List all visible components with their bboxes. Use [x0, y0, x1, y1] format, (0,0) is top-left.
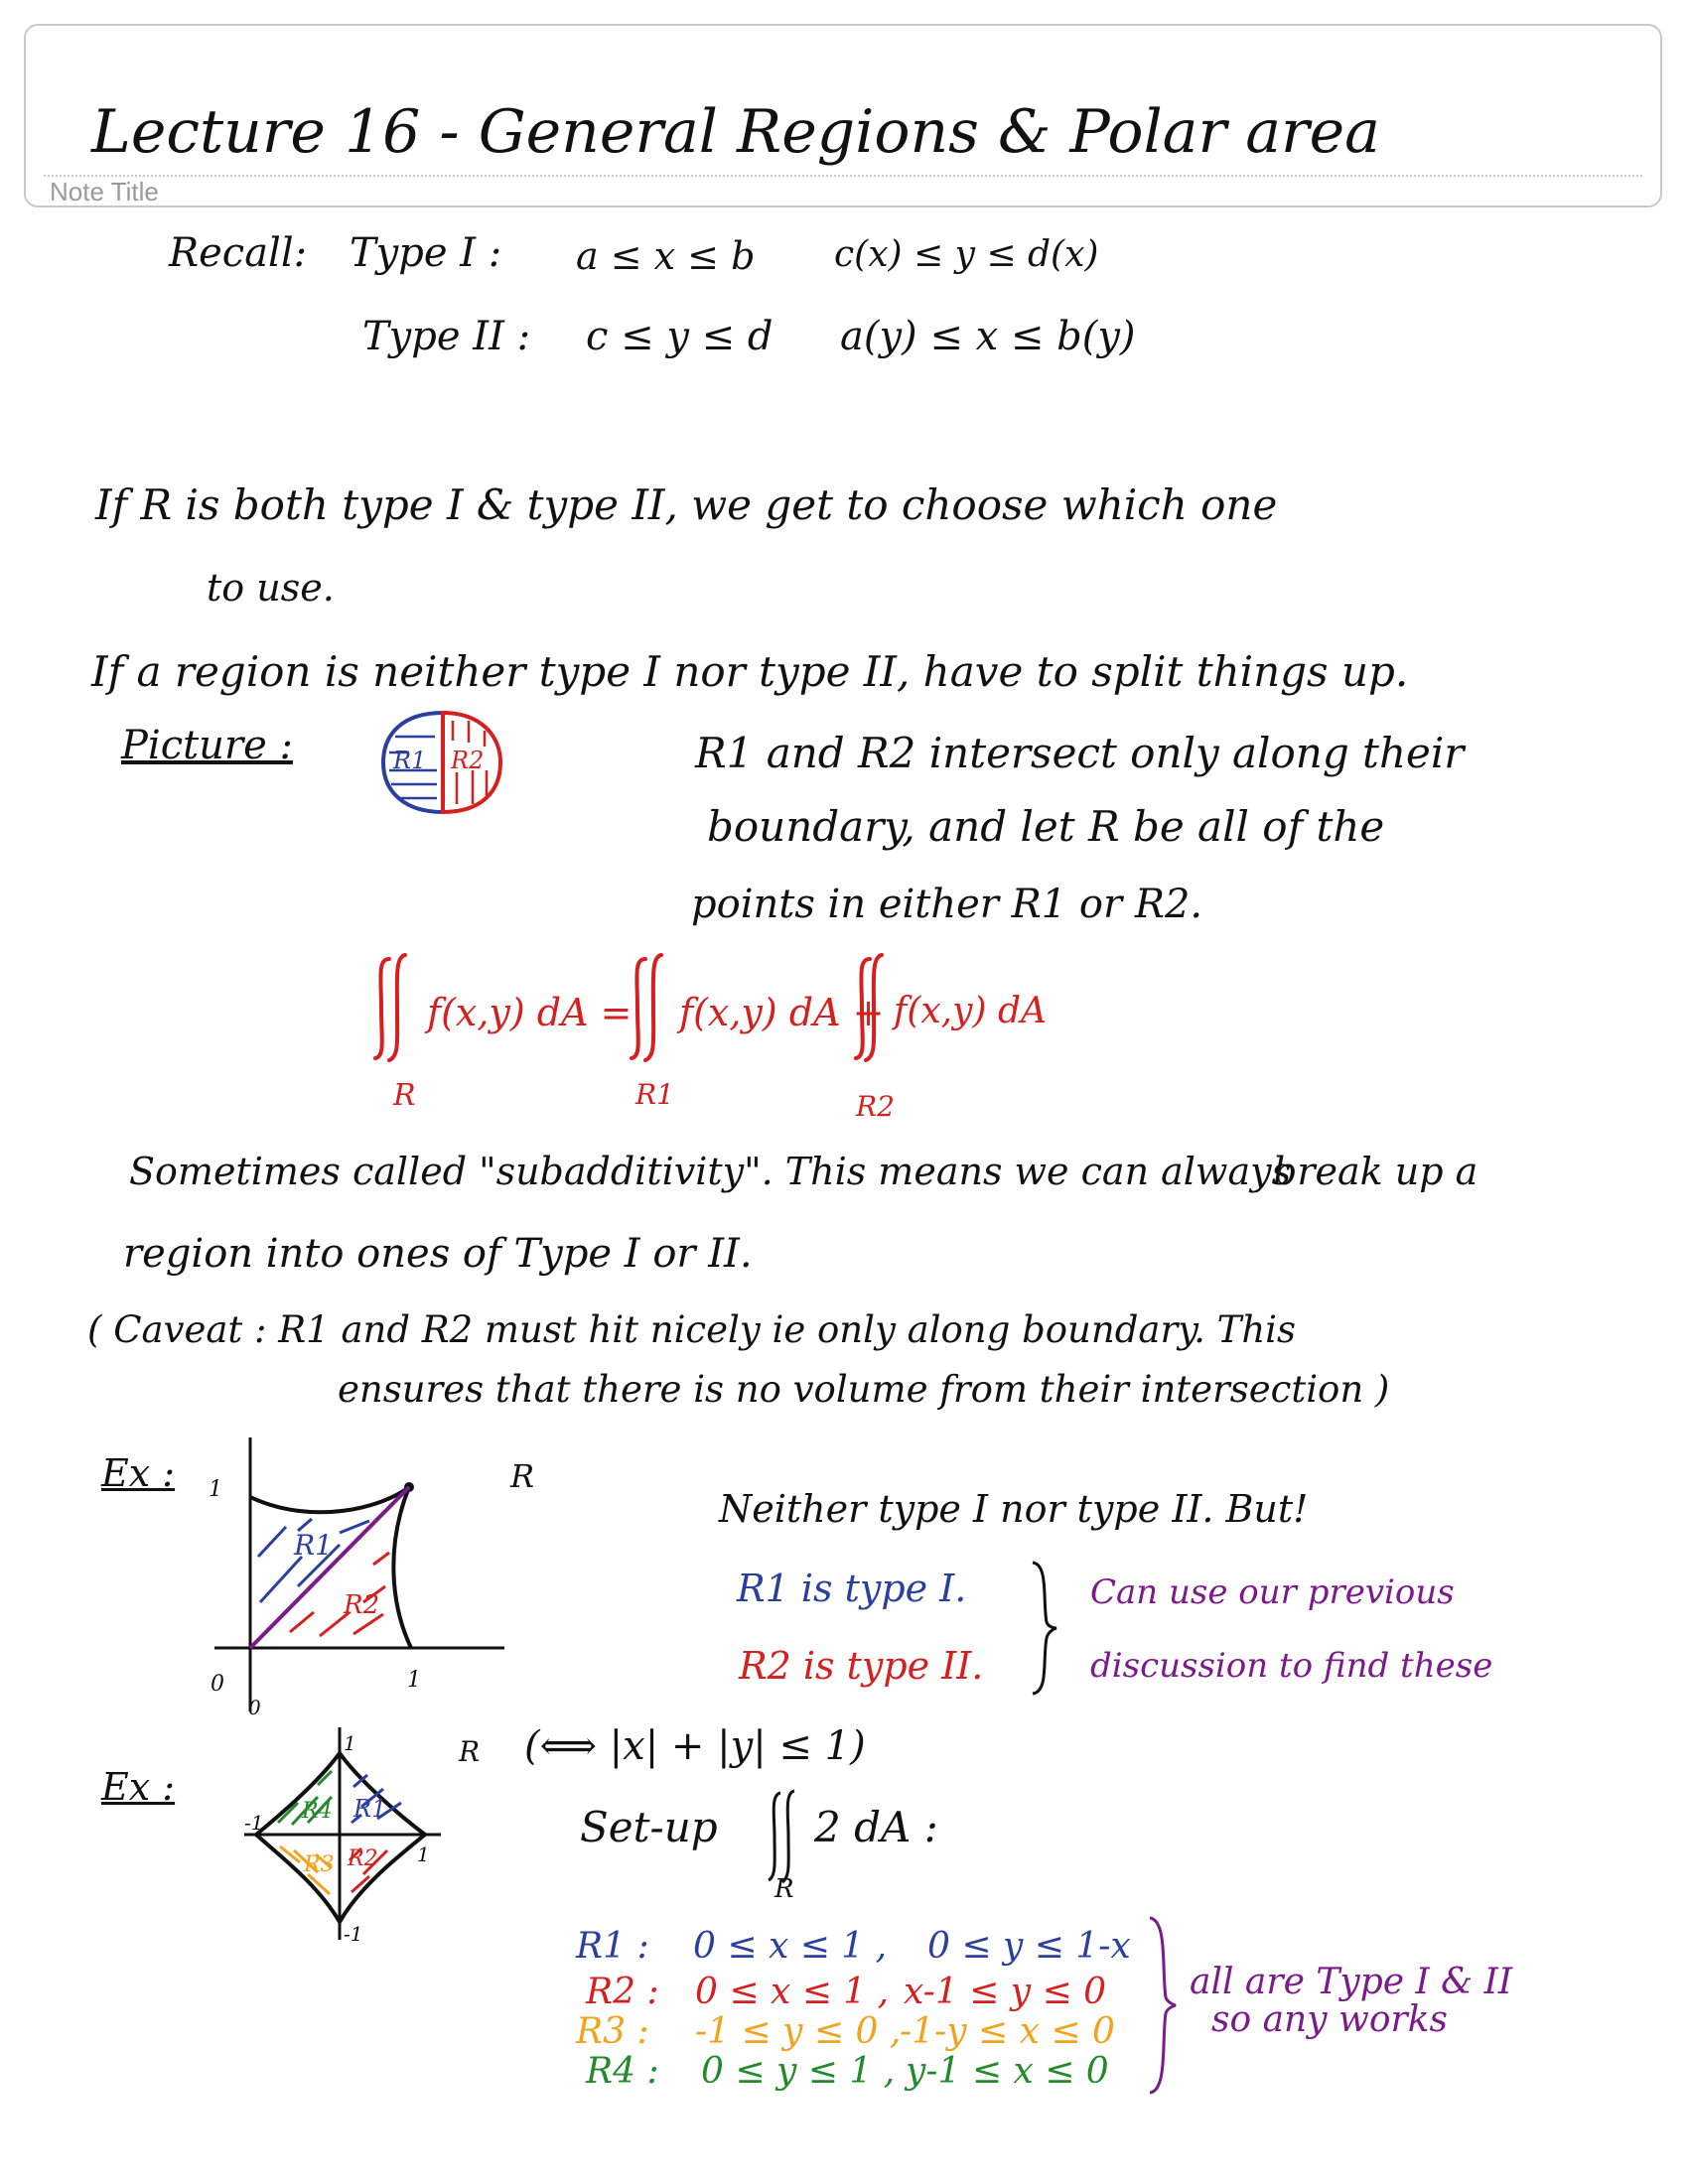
- ex2-r-label: R: [459, 1735, 481, 1768]
- subadd-line1b: break up a: [1273, 1150, 1478, 1193]
- ex2-row-b: 0 ≤ y ≤ 1-x: [927, 1926, 1131, 1967]
- ex2-row-a: 0 ≤ x ≤ 1 ,: [693, 1926, 888, 1967]
- ex2-sub-r: R: [774, 1874, 794, 1904]
- ex2-row-name: R4 :: [586, 2051, 659, 2092]
- caveat-line2: ensures that there is no volume from their intersection ): [338, 1368, 1390, 1411]
- ex2-brace: [1146, 1916, 1180, 2095]
- recall-type1-y: c(x) ≤ y ≤ d(x): [834, 234, 1099, 275]
- picture-desc-line3: points in either R1 or R2.: [691, 882, 1203, 927]
- subadd-line1a: Sometimes called "subadditivity". This means we can always: [129, 1150, 1292, 1193]
- formula-sub-r1: R1: [635, 1078, 674, 1111]
- para2-line1: If a region is neither type I nor type II, have to split things up.: [91, 647, 1409, 696]
- ex2-row-name: R3 :: [576, 2011, 649, 2052]
- ex1-tick-y: 1: [209, 1477, 222, 1502]
- caveat-line1: ( Caveat : R1 and R2 must hit nicely ie only along boundary. This: [87, 1308, 1296, 1351]
- picture-desc-line2: boundary, and let R be all of the: [707, 802, 1385, 851]
- picture-r1-label: R1: [393, 747, 427, 774]
- recall-type1-label: Type I :: [350, 230, 502, 276]
- formula-mid: f(x,y) dA +: [679, 991, 885, 1034]
- ex2-tick-bottom: -1: [344, 1922, 363, 1946]
- ex1-tick-x: 1: [407, 1668, 421, 1693]
- formula-rhs: f(x,y) dA: [894, 991, 1047, 1031]
- ex2-q3: R3: [304, 1852, 335, 1877]
- ex2-row-name: R2 :: [586, 1972, 659, 2012]
- ex2-row-b: -1-y ≤ x ≤ 0: [900, 2011, 1115, 2052]
- recall-type1-x: a ≤ x ≤ b: [576, 234, 756, 278]
- ex2-q2: R2: [348, 1846, 378, 1871]
- recall-type2-label: Type II :: [362, 314, 531, 359]
- ex1-note-line1: Can use our previous: [1090, 1572, 1455, 1612]
- ex1-region-r2: R2: [344, 1590, 380, 1620]
- ex2-q4: R4: [302, 1799, 333, 1824]
- ex2-row-a: -1 ≤ y ≤ 0 ,: [695, 2011, 902, 2052]
- ex2-tick-right: 1: [417, 1843, 430, 1866]
- ex2-row-name: R1 :: [576, 1926, 649, 1967]
- picture-label: Picture :: [121, 723, 293, 768]
- recall-type2-y: c ≤ y ≤ d: [586, 314, 774, 359]
- ex2-so-any: so any works: [1211, 1999, 1449, 2040]
- para1-line2: to use.: [207, 566, 335, 610]
- ex2-setup: Set-up: [580, 1803, 718, 1851]
- subadd-line2: region into ones of Type I or II.: [123, 1231, 753, 1277]
- ex1-r2-is: R2 is type II.: [739, 1644, 984, 1688]
- ex1-label: Ex :: [101, 1451, 176, 1495]
- formula-sub-r2: R2: [856, 1090, 895, 1123]
- recall-label: Recall:: [169, 230, 308, 276]
- ex2-label: Ex :: [101, 1765, 176, 1809]
- ex1-region-r1: R1: [294, 1529, 333, 1562]
- picture-r2-label: R2: [451, 747, 485, 774]
- formula-lhs: f(x,y) dA =: [427, 991, 633, 1034]
- ex1-r-label: R: [510, 1457, 535, 1495]
- ex1-r1-is: R1 is type I.: [737, 1567, 967, 1610]
- ex2-equiv: (⟺ |x| + |y| ≤ 1): [524, 1723, 866, 1769]
- ex2-row-a: 0 ≤ y ≤ 1 ,: [701, 2051, 896, 2092]
- ex1-diagram: [195, 1437, 522, 1735]
- ex2-row-b: y-1 ≤ x ≤ 0: [906, 2051, 1109, 2092]
- ex1-brace: [1029, 1561, 1058, 1696]
- ex2-row-b: x-1 ≤ y ≤ 0: [904, 1972, 1107, 2012]
- picture-desc-line1: R1 and R2 intersect only along their: [695, 729, 1465, 777]
- ex1-note-line2: discussion to find these: [1090, 1646, 1493, 1686]
- ex1-neither: Neither type I nor type II. But!: [719, 1487, 1309, 1531]
- note-title-label: Note Title: [50, 177, 159, 206]
- ex2-diagram: [238, 1727, 447, 1946]
- ex2-all-are: all are Type I & II: [1190, 1962, 1513, 2002]
- ex2-tick-left: -1: [244, 1811, 264, 1835]
- recall-type2-x: a(y) ≤ x ≤ b(y): [840, 314, 1136, 359]
- formula-sub-r: R: [393, 1078, 416, 1113]
- ex2-tick-top: 1: [344, 1731, 356, 1755]
- ex2-row-a: 0 ≤ x ≤ 1 ,: [695, 1972, 890, 2012]
- ex2-integrand: 2 dA :: [814, 1803, 938, 1851]
- page-title: Lecture 16 - General Regions & Polar area: [91, 97, 1380, 167]
- ex2-integral-sign: [767, 1787, 806, 1886]
- para1-line1: If R is both type I & type II, we get to choose which one: [95, 480, 1278, 529]
- title-divider: [44, 175, 1642, 177]
- ex2-q1: R1: [353, 1795, 387, 1823]
- ex1-origin: 0: [211, 1672, 224, 1697]
- ex1-origin2: 0: [248, 1696, 261, 1719]
